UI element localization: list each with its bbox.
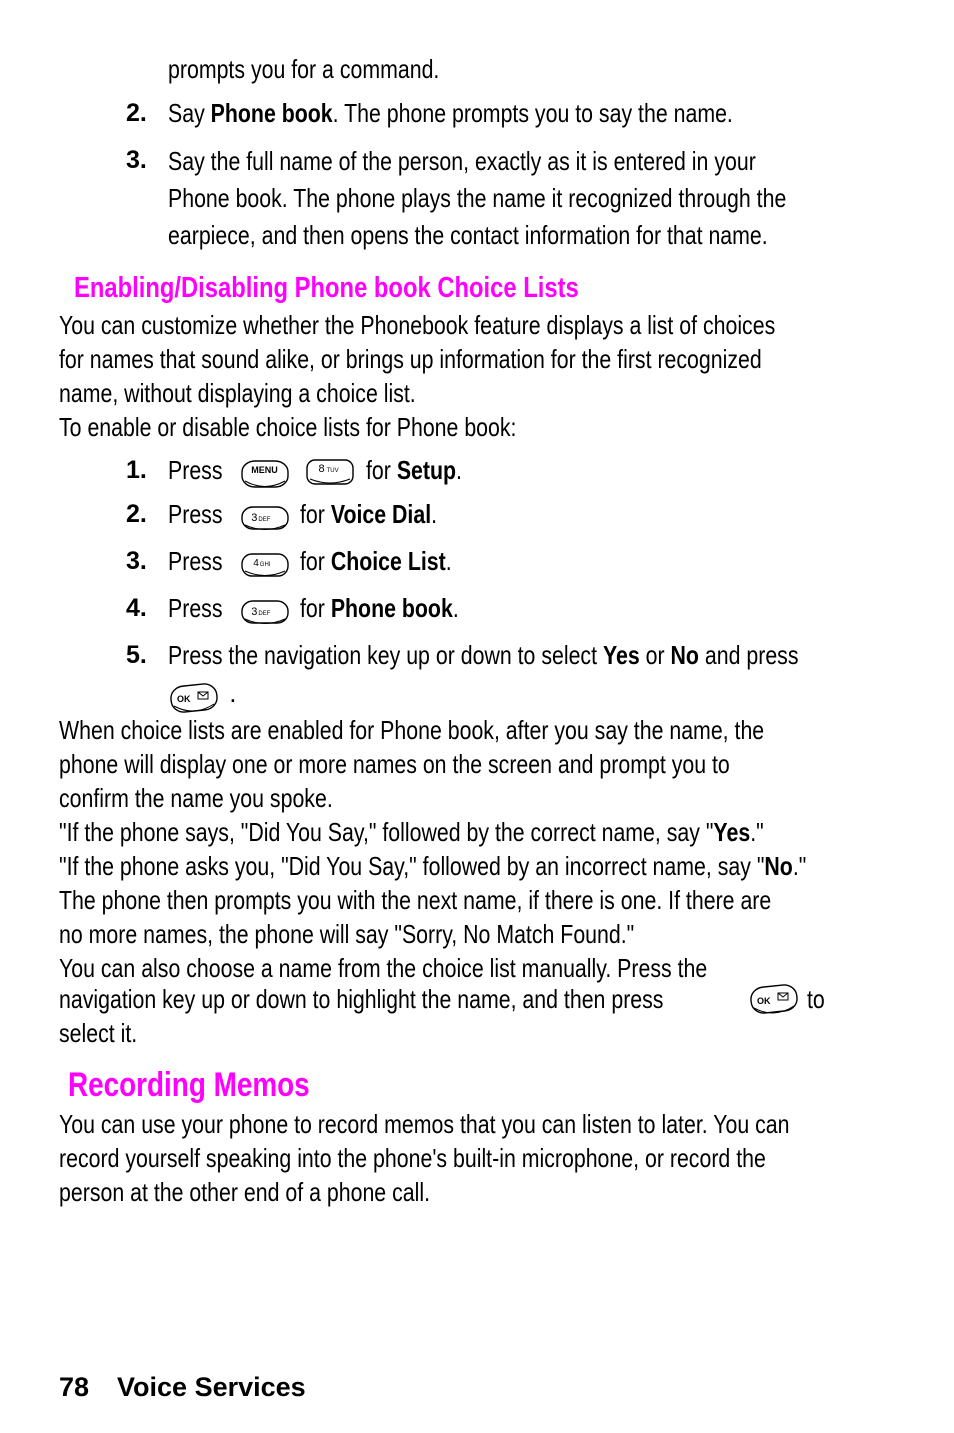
continuation-text: prompts you for a command. [168,54,440,84]
step-row: Press 3DEF for Phone book. [168,593,460,623]
step-number: 5. [126,641,147,669]
key-8-icon: 8 TUV [306,459,352,485]
key-3-icon: 3DEF [241,597,287,623]
section-heading: Enabling/Disabling Phone book Choice Lists [74,272,579,304]
intro-paragraph: You can customize whether the Phonebook feature displays a list of choices for names that sound alike, or brings up information for the first recognized name, without displaying a choice list. To enable or disable choice lists for Phone book: [59,310,776,442]
recording-paragraph: You can use your phone to record memos that you can listen to later. You can record yourself speaking into the phone's built-in microphone, or record the person at the other end of a phone call. [59,1109,790,1207]
step-text: Say the full name of the person, exactly as it is entered in your Phone book. The phone plays the name it recognized through the earpiece, and then opens the contact information for that name. [168,146,787,250]
step-row: Press 4GHI for Choice List. [168,546,453,576]
step-number: 2. [126,500,147,528]
step-row: Press MENU 8 TUV for Setup. [168,453,483,487]
menu-key-icon: MENU [241,459,287,485]
ok-key-icon: OK [168,682,218,708]
step-text: Say Phone book. The phone prompts you to say the name. [168,98,733,128]
step-number: 4. [126,594,147,622]
footer-section-title: Voice Services [117,1372,306,1402]
step-number: 3. [126,146,147,174]
manual-line: select it. [59,1018,138,1048]
ok-key-row: OK . [168,676,232,710]
step-row: Press 3DEF for Voice Dial. [168,499,438,529]
step-text: Press the navigation key up or down to select Yes or No and press [168,640,799,670]
page-footer [59,1370,334,1404]
manual-line: navigation key up or down to highlight the name, and then press [59,984,664,1014]
key-3-icon: 3DEF [241,503,287,529]
ok-key-icon: OK [748,982,800,1016]
section-heading: Recording Memos [68,1066,310,1104]
page-number: 78 [59,1372,90,1402]
step-number: 2. [126,99,147,127]
key-4-icon: 4GHI [241,550,287,576]
step-number: 3. [126,547,147,575]
step-number: 1. [126,456,147,484]
manual-line-end: to [807,984,825,1014]
choice-list-paragraph: When choice lists are enabled for Phone book, after you say the name, the phone will display one or more names on the screen and prompt you to confirm the name you spoke. "If the phone says, "Did You Say," followed by the correct name, say "Yes." "If the phone asks you, "Did You Say," followed by an incorrect name, say "No." The phone then prompts you with the next name, if there is one. If there are no more names, the phone will say "Sorry, No Match Found." You can also choose a name from the choice list manually. Press the [59,715,807,983]
